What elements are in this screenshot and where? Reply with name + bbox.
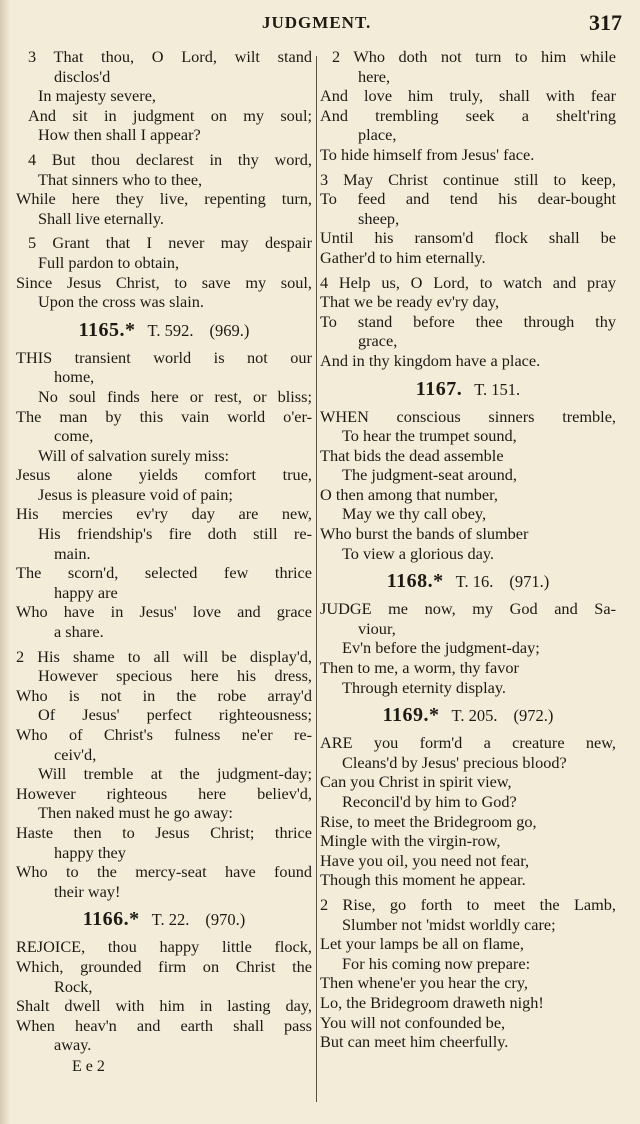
- hymn-heading-1165: [16, 318, 312, 343]
- hymn-continuation-right: [320, 47, 616, 371]
- verse-line: Haste then to Jesus Christ; thrice: [16, 822, 312, 842]
- verse-line: REJOICE, thou happy little flock,: [16, 937, 312, 957]
- verse-line: THIS transient world is not our: [16, 347, 312, 367]
- verse-line: The judgment-seat around,: [342, 465, 517, 485]
- right-column: [320, 47, 616, 1052]
- hymn-1169-text: [320, 733, 616, 1052]
- hymn-heading-1169: [320, 703, 616, 728]
- verse-line: When heav'n and earth shall pass: [16, 1015, 312, 1035]
- verse-line: How then shall I appear?: [38, 125, 201, 145]
- verse-line: And sit in judgment on my soul;: [28, 105, 312, 125]
- verse-line: happy are: [54, 582, 118, 602]
- verse-line: O then among that number,: [320, 484, 498, 504]
- verse-line: Shalt dwell with him in lasting day,: [16, 996, 312, 1016]
- verse: [16, 937, 312, 1055]
- verse-line: come,: [54, 426, 94, 446]
- verse-line: In majesty severe,: [38, 86, 156, 106]
- hymn-heading-1168: [320, 569, 616, 594]
- verse-line: However specious here his dress,: [38, 666, 312, 686]
- verse-line: Rock,: [54, 976, 93, 996]
- verse-line: To view a glorious day.: [342, 543, 494, 563]
- verse-line: For his coming now prepare:: [342, 953, 531, 973]
- verse-line: Upon the cross was slain.: [38, 292, 204, 312]
- verse-line: here,: [358, 66, 391, 86]
- verse: [320, 47, 616, 165]
- hymn-number: 1165.*: [78, 318, 136, 341]
- verse: [16, 233, 312, 311]
- verse-line: 2 Who doth not turn to him while: [332, 47, 616, 66]
- verse-line: 3 May Christ continue still to keep,: [320, 169, 616, 189]
- verse-line: Reconcil'd by him to God?: [342, 792, 517, 811]
- verse-line: To hide himself from Jesus' face.: [320, 144, 535, 164]
- verse-line: Can you Christ in spirit view,: [320, 772, 512, 792]
- verse-line: That we be ready ev'ry day,: [320, 292, 500, 312]
- page-header: [0, 10, 640, 44]
- verse: [320, 407, 616, 564]
- verse-line: sheep,: [358, 208, 400, 228]
- hymn-1165-text: [16, 348, 312, 902]
- verse-line: Then to me, a worm, thy favor: [320, 658, 519, 678]
- hymn-number: 1169.*: [382, 704, 440, 727]
- hymn-reference: (972.): [513, 706, 554, 726]
- verse-line: ARE you form'd a creature new,: [320, 733, 616, 753]
- hymn-1166-text: [16, 937, 312, 1055]
- verse-line: place,: [358, 125, 397, 145]
- verse-line: Which, grounded firm on Christ the: [16, 956, 312, 976]
- verse-line: That bids the dead assemble: [320, 445, 504, 465]
- verse-line: Rise, to meet the Bridegroom go,: [320, 811, 537, 831]
- verse-line: Of Jesus' perfect righteousness;: [38, 705, 312, 725]
- signature-mark: E e 2: [72, 1057, 105, 1075]
- hymn-1167-text: [320, 407, 616, 564]
- verse-line: Mingle with the virgin-row,: [320, 831, 501, 851]
- left-column: [16, 47, 312, 1077]
- verse-line: His friendship's fire doth still re-: [38, 524, 312, 544]
- verse: [320, 895, 616, 1052]
- verse-line: 4 But thou declarest in thy word,: [28, 149, 312, 169]
- hymn-number: 1168.*: [386, 570, 444, 593]
- tune-number: T. 16.: [455, 572, 494, 592]
- verse-line: Who is not in the robe array'd: [16, 685, 312, 705]
- page-edge-shadow: [0, 0, 10, 1124]
- hymn-number: 1166.*: [82, 908, 140, 931]
- verse-line: The scorn'd, selected few thrice: [16, 563, 312, 583]
- verse-line: ceiv'd,: [54, 744, 97, 764]
- tune-number: T. 205.: [451, 706, 498, 726]
- verse-line: Then whene'er you hear the cry,: [320, 973, 529, 993]
- verse-line: Full pardon to obtain,: [38, 252, 180, 272]
- verse-line: Have you oil, you need not fear,: [320, 850, 530, 870]
- verse: [320, 170, 616, 268]
- verse-line: May we thy call obey,: [342, 504, 487, 524]
- verse-line: a share.: [54, 622, 104, 642]
- verse-line: Let your lamps be all on flame,: [320, 934, 524, 954]
- verse-line: And love him truly, shall with fear: [320, 86, 616, 106]
- verse-line: 2 Rise, go forth to meet the Lamb,: [320, 894, 616, 914]
- hymn-1168-text: [320, 599, 616, 697]
- verse-line: To stand before thee through thy: [320, 311, 616, 331]
- verse-line: JUDGE me now, my God and Sa-: [320, 599, 616, 619]
- column-divider: [316, 56, 317, 1102]
- tune-number: T. 151.: [474, 379, 521, 399]
- verse: [320, 273, 616, 371]
- verse-line: Lo, the Bridegroom draweth nigh!: [320, 992, 544, 1012]
- verse-line: Jesus alone yields comfort true,: [16, 465, 312, 485]
- verse-line: The man by this vain world o'er-: [16, 406, 312, 426]
- verse-line: away.: [54, 1035, 92, 1055]
- verse-line: Who burst the bands of slumber: [320, 524, 529, 544]
- verse-line: Until his ransom'd flock shall be: [320, 228, 616, 248]
- verse-line: But can meet him cheerfully.: [320, 1032, 509, 1052]
- verse-line: 2 His shame to all will be display'd,: [16, 646, 312, 666]
- verse-line: WHEN conscious sinners tremble,: [320, 406, 616, 426]
- verse-line: Ev'n before the judgment-day;: [342, 638, 540, 658]
- verse-line: You will not confounded be,: [320, 1012, 506, 1032]
- page-number: 317: [589, 10, 622, 35]
- tune-number: T. 22.: [151, 910, 190, 930]
- verse-line: His mercies ev'ry day are new,: [16, 504, 312, 524]
- verse-line: Through eternity display.: [342, 677, 506, 697]
- hymn-heading-1167: [320, 377, 616, 402]
- verse-line: 3 That thou, O Lord, wilt stand: [28, 47, 312, 66]
- verse-line: Will of salvation surely miss:: [38, 445, 230, 465]
- verse-line: Cleans'd by Jesus' precious blood?: [342, 752, 567, 772]
- verse-line: And in thy kingdom have a place.: [320, 350, 541, 370]
- hymn-heading-1166: [16, 907, 312, 932]
- hymn-reference: (971.): [509, 572, 550, 592]
- verse-line: their way!: [54, 881, 121, 901]
- hymn-continuation-left: [16, 47, 312, 312]
- verse-line: However righteous here believ'd,: [16, 783, 312, 803]
- hymn-reference: (969.): [209, 320, 250, 340]
- verse-line: Will tremble at the judgment-day;: [38, 764, 312, 784]
- verse-line: Since Jesus Christ, to save my soul,: [16, 272, 312, 292]
- verse-line: main.: [54, 543, 91, 563]
- verse-line: home,: [54, 367, 95, 387]
- verse-line: Who have in Jesus' love and grace: [16, 602, 312, 622]
- verse-line: Who of Christ's fulness ne'er re-: [16, 725, 312, 744]
- verse-line: grace,: [358, 331, 398, 351]
- verse: [320, 599, 616, 697]
- verse: [16, 47, 312, 145]
- verse-line: 4 Help us, O Lord, to watch and pray: [320, 272, 616, 292]
- verse-line: Then naked must he go away:: [38, 803, 233, 823]
- verse-line: Shall live eternally.: [38, 208, 164, 228]
- verse-line: To feed and tend his dear-bought: [320, 189, 616, 209]
- verse-line: That sinners who to thee,: [38, 169, 203, 189]
- running-title: JUDGMENT.: [262, 13, 372, 32]
- tune-number: T. 592.: [147, 320, 194, 340]
- verse-line: happy they: [54, 842, 126, 862]
- verse-line: Slumber not 'midst worldly care;: [342, 914, 556, 934]
- verse-line: To hear the trumpet sound,: [342, 426, 517, 446]
- verse-line: While here they live, repenting turn,: [16, 189, 312, 209]
- verse: [320, 733, 616, 890]
- verse-line: Jesus is pleasure void of pain;: [38, 484, 233, 504]
- hymn-number: 1167.: [415, 377, 463, 400]
- verse: [16, 647, 312, 902]
- verse: [16, 348, 312, 642]
- verse: [16, 150, 312, 228]
- verse-line: No soul finds here or rest, or bliss;: [38, 386, 312, 406]
- verse-line: Gather'd to him eternally.: [320, 247, 486, 267]
- verse-line: And trembling seek a shelt'ring: [320, 105, 616, 125]
- verse-line: Who to the mercy-seat have found: [16, 862, 312, 882]
- verse-line: 5 Grant that I never may despair: [28, 233, 312, 253]
- verse-line: disclos'd: [54, 66, 111, 86]
- verse-line: Though this moment he appear.: [320, 870, 526, 890]
- hymn-reference: (970.): [205, 910, 246, 930]
- verse-line: viour,: [358, 618, 396, 638]
